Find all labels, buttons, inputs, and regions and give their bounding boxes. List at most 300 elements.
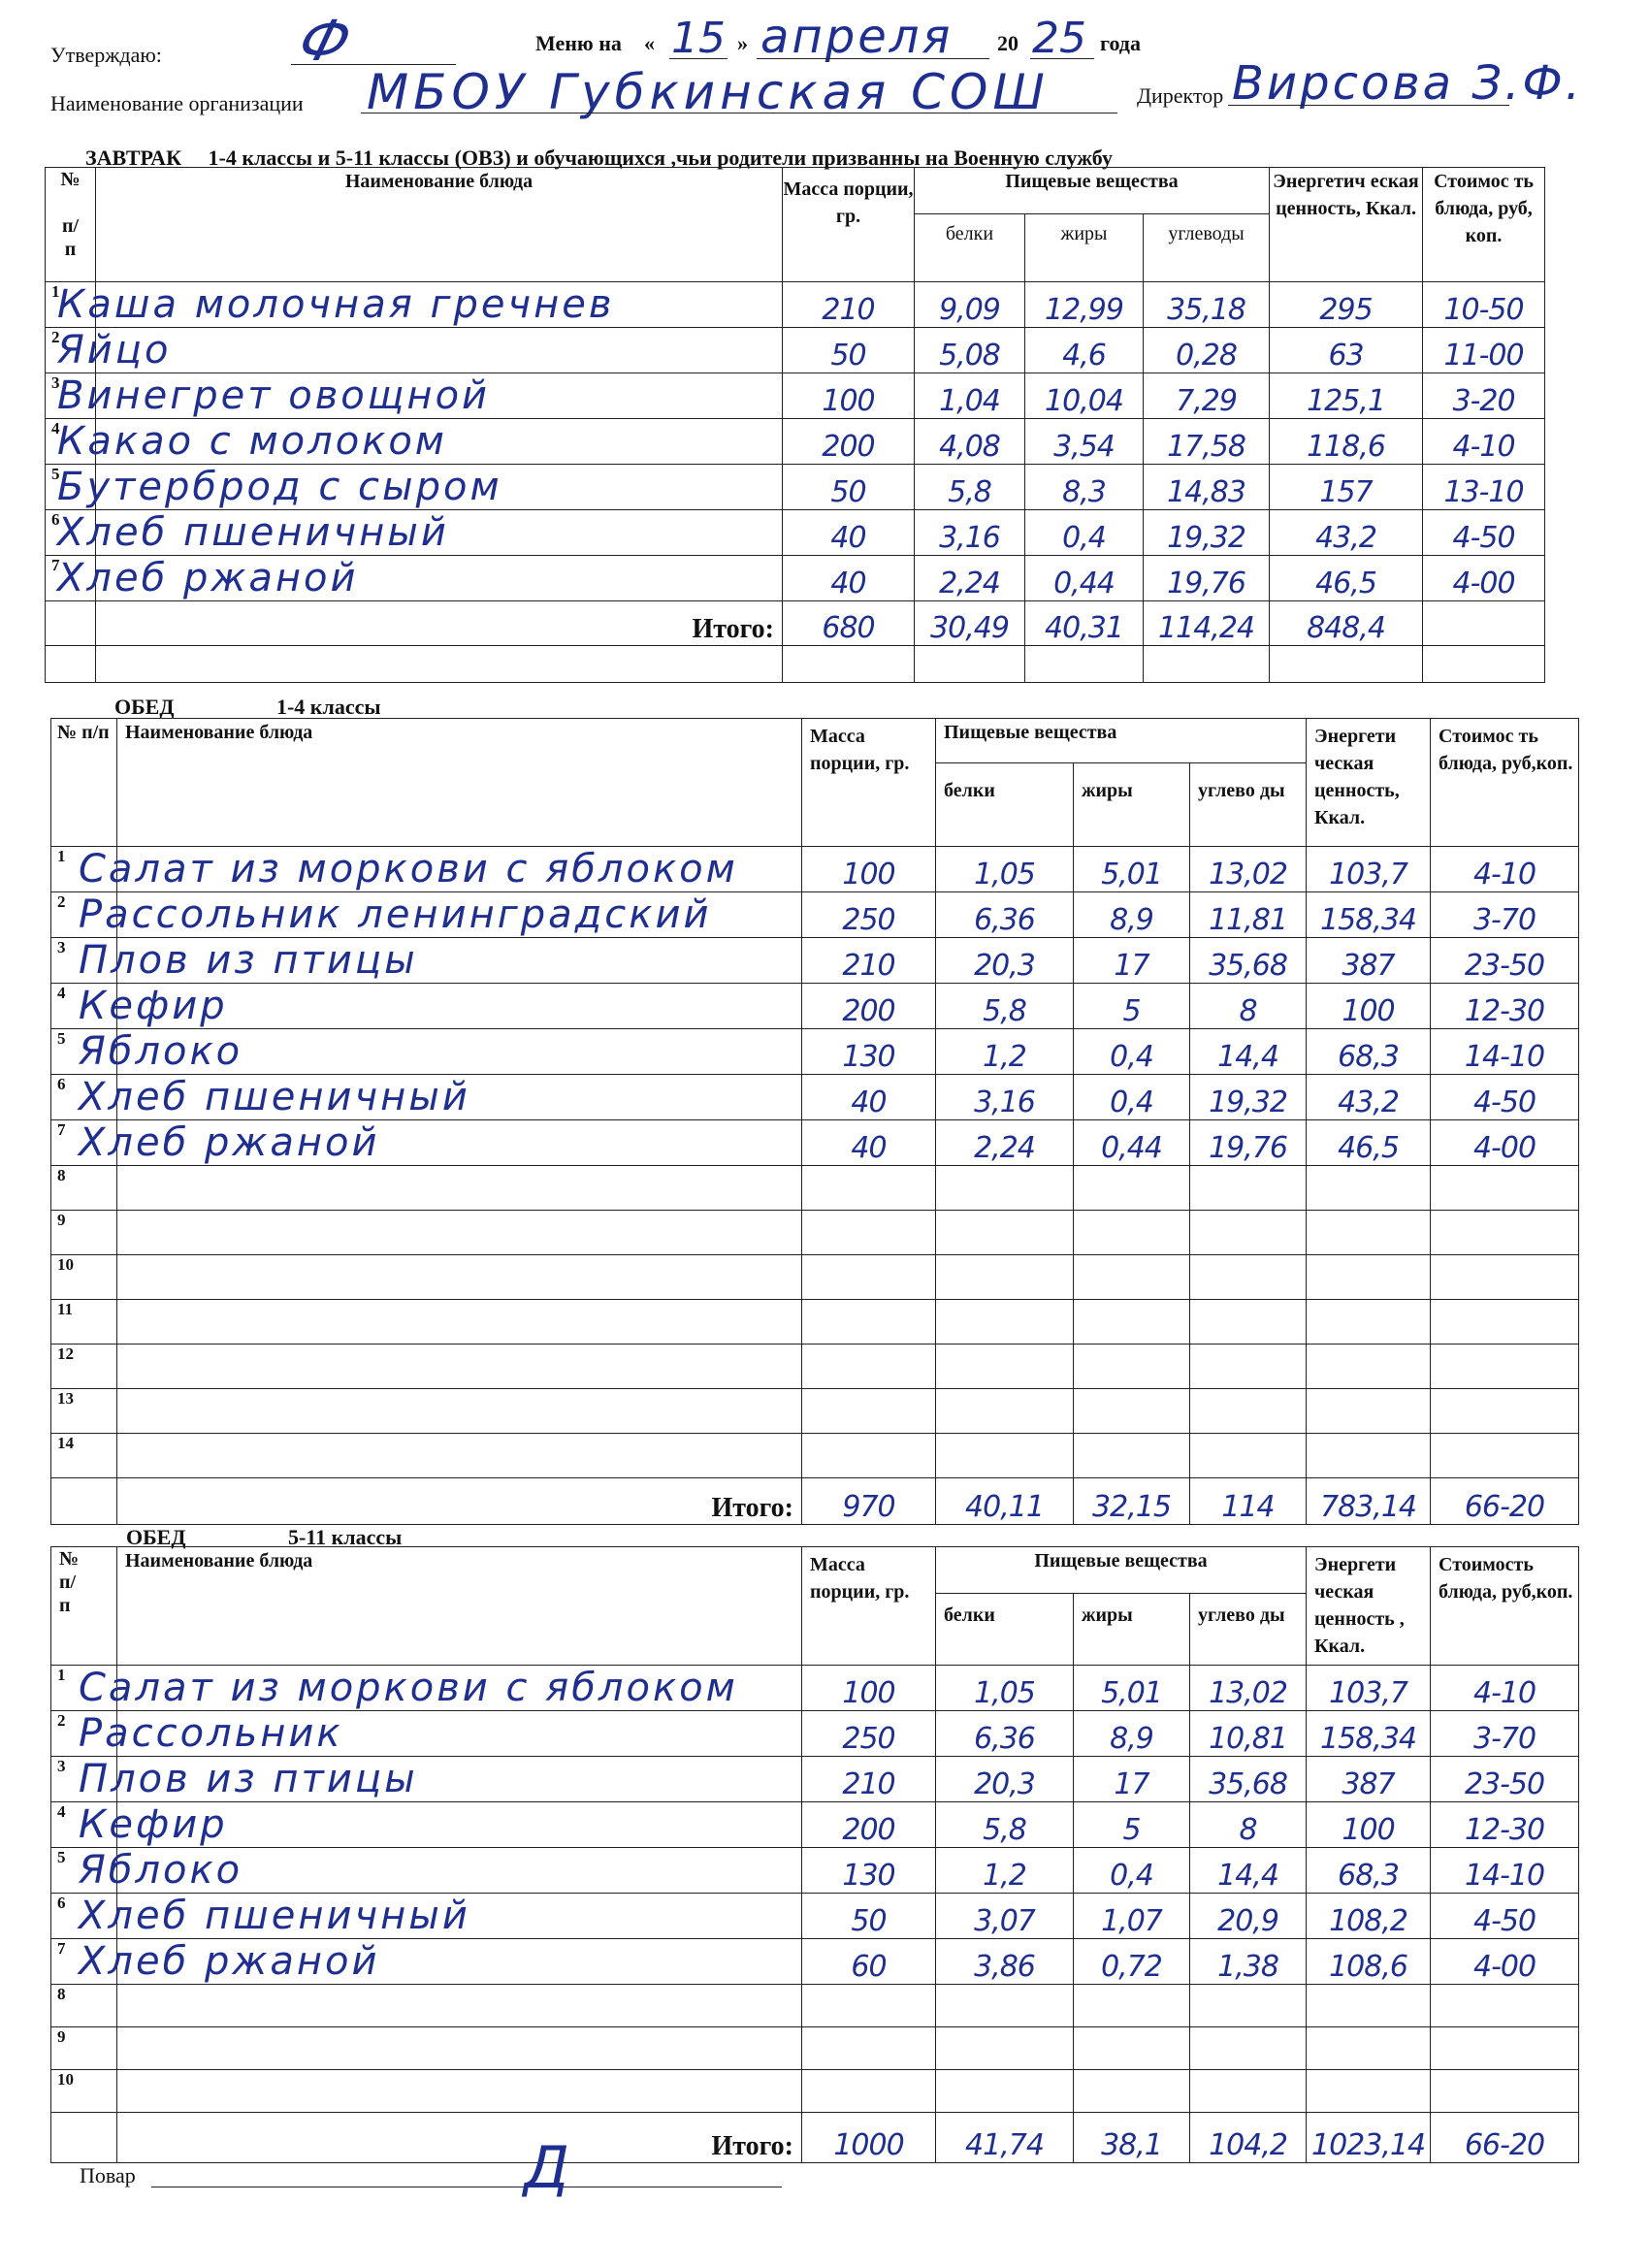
carbs-value: 17,58 xyxy=(1167,430,1245,464)
year-word: года xyxy=(1100,31,1141,55)
total-mass-cell xyxy=(783,601,915,646)
fat-value: 17 xyxy=(1114,949,1149,983)
dish-name-cell xyxy=(117,2027,802,2070)
carbs-cell xyxy=(1190,1985,1307,2027)
total-cost-value: 66-20 xyxy=(1464,2128,1545,2162)
table-row xyxy=(51,1029,1579,1075)
energy-value: 108,2 xyxy=(1329,1904,1407,1938)
total-fat-cell xyxy=(1025,601,1144,646)
fat-cell xyxy=(1025,510,1144,556)
total-label: Итого: xyxy=(117,1478,802,1525)
dish-name: Хлеб ржаной xyxy=(57,556,359,600)
table-row xyxy=(46,328,1545,373)
fat-value: 8,3 xyxy=(1062,475,1106,509)
row-number: 13 xyxy=(51,1389,117,1434)
dish-name-cell xyxy=(79,1894,802,1939)
mass-value: 50 xyxy=(851,1904,887,1938)
col-cost: Стоимость блюда, руб,коп. xyxy=(1431,1547,1579,1666)
protein-value: 20,3 xyxy=(974,1767,1035,1801)
protein-cell xyxy=(936,1120,1074,1166)
table-row xyxy=(51,1985,1579,2027)
carbs-cell xyxy=(1144,465,1270,510)
fat-value: 3,54 xyxy=(1053,430,1115,464)
protein-cell xyxy=(936,1894,1074,1939)
table-row xyxy=(51,1120,1579,1166)
carbs-value: 19,32 xyxy=(1167,521,1245,555)
dish-name-cell xyxy=(117,2070,802,2113)
fat-cell xyxy=(1074,1802,1190,1848)
total-num-cell xyxy=(46,601,96,646)
total-cost-cell xyxy=(1431,2113,1579,2163)
energy-cell xyxy=(1307,1075,1431,1120)
col-fat: жиры xyxy=(1074,763,1190,847)
col-name: Наименование блюда xyxy=(117,1547,802,1666)
cost-value: 4-50 xyxy=(1472,1085,1536,1119)
protein-value: 20,3 xyxy=(974,949,1035,983)
carbs-cell xyxy=(1190,1300,1307,1345)
fat-value: 17 xyxy=(1114,1767,1149,1801)
table-row xyxy=(51,2070,1579,2113)
protein-cell xyxy=(936,1029,1074,1075)
dish-name-cell xyxy=(79,1120,802,1166)
mass-cell xyxy=(802,1848,936,1894)
mass-value: 50 xyxy=(830,339,866,373)
energy-value: 125,1 xyxy=(1307,384,1385,418)
col-protein: белки xyxy=(936,763,1074,847)
col-protein: белки xyxy=(915,214,1025,282)
fat-cell xyxy=(1074,1255,1190,1300)
fat-value: 4,6 xyxy=(1062,339,1106,373)
protein-value: 5,8 xyxy=(983,994,1026,1028)
mass-cell xyxy=(802,1711,936,1757)
total-energy-cell xyxy=(1307,1478,1431,1525)
fat-cell xyxy=(1074,1389,1190,1434)
protein-value: 3,07 xyxy=(974,1904,1035,1938)
carbs-cell xyxy=(1144,510,1270,556)
row-number: 10 xyxy=(51,1255,117,1300)
table-row xyxy=(51,1300,1579,1345)
energy-cell xyxy=(1307,1120,1431,1166)
col-protein: белки xyxy=(936,1594,1074,1666)
energy-cell xyxy=(1307,2070,1431,2113)
cook-signature: Д xyxy=(524,2134,569,2202)
fat-cell xyxy=(1025,419,1144,465)
total-protein-cell xyxy=(936,1478,1074,1525)
energy-cell xyxy=(1270,373,1423,419)
col-fat: жиры xyxy=(1025,214,1144,282)
empty-cell xyxy=(915,646,1025,683)
carbs-value: 13,02 xyxy=(1209,858,1287,891)
fat-cell xyxy=(1074,938,1190,984)
energy-value: 103,7 xyxy=(1329,858,1407,891)
dish-name: Каша молочная гречнев xyxy=(57,282,615,327)
protein-cell xyxy=(936,1939,1074,1985)
mass-cell xyxy=(802,2027,936,2070)
fat-value: 8,9 xyxy=(1110,1722,1153,1756)
col-energy: Энергетич еская ценность, Ккал. xyxy=(1270,168,1423,282)
dish-name-cell xyxy=(117,1211,802,1255)
carbs-cell xyxy=(1190,1666,1307,1711)
protein-cell xyxy=(936,847,1074,892)
row-number: 3 xyxy=(46,373,96,419)
mass-value: 100 xyxy=(822,384,875,418)
carbs-cell xyxy=(1190,1211,1307,1255)
approve-signature: Ф xyxy=(291,8,359,74)
energy-cell xyxy=(1270,282,1423,328)
energy-value: 46,5 xyxy=(1338,1131,1399,1165)
fat-cell xyxy=(1074,2027,1190,2070)
carbs-value: 8 xyxy=(1239,1813,1257,1847)
fat-cell xyxy=(1074,1434,1190,1478)
cost-cell xyxy=(1431,1300,1579,1345)
fat-cell xyxy=(1025,465,1144,510)
row-number: 7 xyxy=(51,1120,117,1166)
table-row xyxy=(51,1711,1579,1757)
total-carbs-cell xyxy=(1190,2113,1307,2163)
menu-month-line xyxy=(757,58,989,59)
protein-cell xyxy=(936,2027,1074,2070)
menu-day: 15 xyxy=(671,14,726,63)
mass-cell xyxy=(802,1985,936,2027)
cost-value: 11-00 xyxy=(1443,339,1524,373)
fat-cell xyxy=(1074,1075,1190,1120)
mass-cell xyxy=(802,1802,936,1848)
fat-cell xyxy=(1074,1939,1190,1985)
energy-value: 387 xyxy=(1342,949,1395,983)
cost-value: 14-10 xyxy=(1464,1859,1545,1893)
energy-value: 68,3 xyxy=(1338,1859,1399,1893)
col-mass: Масса порции, гр. xyxy=(802,719,936,847)
dish-name: Салат из моркови с яблоком xyxy=(79,1666,738,1710)
mass-cell xyxy=(783,373,915,419)
carbs-cell xyxy=(1190,1029,1307,1075)
fat-cell xyxy=(1074,1711,1190,1757)
col-nutrients: Пищевые вещества xyxy=(936,1547,1307,1594)
total-mass-value: 970 xyxy=(842,1490,895,1524)
cost-cell xyxy=(1423,373,1545,419)
total-energy-value: 783,14 xyxy=(1320,1490,1416,1524)
cost-cell xyxy=(1431,1985,1579,2027)
table-row xyxy=(51,1255,1579,1300)
energy-cell xyxy=(1307,1300,1431,1345)
energy-cell xyxy=(1307,1029,1431,1075)
fat-cell xyxy=(1074,1211,1190,1255)
energy-cell xyxy=(1307,984,1431,1029)
dish-name-cell xyxy=(117,1345,802,1389)
dish-name-cell xyxy=(79,984,802,1029)
total-energy-value: 848,4 xyxy=(1307,611,1385,645)
total-cost-value: 66-20 xyxy=(1464,1490,1545,1524)
protein-value: 5,08 xyxy=(939,339,1000,373)
protein-value: 5,8 xyxy=(983,1813,1026,1847)
carbs-cell xyxy=(1190,2027,1307,2070)
row-number: 14 xyxy=(51,1434,117,1478)
total-energy-value: 1023,14 xyxy=(1311,2128,1426,2162)
energy-cell xyxy=(1270,328,1423,373)
protein-cell xyxy=(936,1300,1074,1345)
mass-value: 250 xyxy=(842,903,895,937)
mass-value: 100 xyxy=(842,858,895,891)
total-row xyxy=(46,601,1545,646)
table-row xyxy=(51,2027,1579,2070)
protein-cell xyxy=(936,1166,1074,1211)
carbs-cell xyxy=(1190,984,1307,1029)
total-carbs-cell xyxy=(1190,1478,1307,1525)
mass-value: 210 xyxy=(842,1767,895,1801)
cost-cell xyxy=(1431,1120,1579,1166)
row-number: 2 xyxy=(46,328,96,373)
cost-cell xyxy=(1423,556,1545,601)
protein-cell xyxy=(915,510,1025,556)
total-fat-value: 38,1 xyxy=(1101,2128,1162,2162)
protein-cell xyxy=(915,282,1025,328)
col-energy: Энергети ческая ценность , Ккал. xyxy=(1307,1547,1431,1666)
cost-cell xyxy=(1431,1939,1579,1985)
mass-cell xyxy=(802,1434,936,1478)
total-mass-value: 680 xyxy=(822,611,875,645)
fat-cell xyxy=(1074,984,1190,1029)
row-number: 6 xyxy=(51,1894,117,1939)
total-protein-value: 30,49 xyxy=(930,611,1009,645)
energy-cell xyxy=(1270,465,1423,510)
fat-cell xyxy=(1025,556,1144,601)
protein-value: 2,24 xyxy=(974,1131,1035,1165)
row-number: 7 xyxy=(51,1939,117,1985)
col-fat: жиры xyxy=(1074,1594,1190,1666)
cost-cell xyxy=(1431,1389,1579,1434)
mass-cell xyxy=(802,938,936,984)
cost-cell xyxy=(1431,1211,1579,1255)
table-row xyxy=(51,938,1579,984)
total-fat-value: 40,31 xyxy=(1045,611,1123,645)
empty-cell xyxy=(96,646,783,683)
total-num-cell xyxy=(51,1478,117,1525)
energy-value: 100 xyxy=(1342,1813,1395,1847)
row-number: 10 xyxy=(51,2070,117,2113)
mass-cell xyxy=(802,984,936,1029)
lunch2-subtitle: 5-11 классы xyxy=(287,1525,403,1549)
protein-cell xyxy=(936,1255,1074,1300)
col-cost: Стоимос ть блюда, руб, коп. xyxy=(1423,168,1545,282)
cost-cell xyxy=(1431,984,1579,1029)
empty-cell xyxy=(1025,646,1144,683)
row-number: 9 xyxy=(51,1211,117,1255)
total-protein-cell xyxy=(936,2113,1074,2163)
cost-cell xyxy=(1431,1166,1579,1211)
table-row xyxy=(51,1666,1579,1711)
fat-value: 12,99 xyxy=(1045,293,1123,327)
fat-value: 5,01 xyxy=(1101,1676,1162,1710)
mass-cell xyxy=(802,1075,936,1120)
cost-value: 3-20 xyxy=(1452,384,1515,418)
protein-value: 6,36 xyxy=(974,1722,1035,1756)
cost-cell xyxy=(1423,510,1545,556)
cost-cell xyxy=(1423,328,1545,373)
energy-value: 295 xyxy=(1319,293,1373,327)
cost-cell xyxy=(1431,1666,1579,1711)
carbs-value: 35,18 xyxy=(1167,293,1245,327)
mass-cell xyxy=(802,1120,936,1166)
org-value: МБОУ Губкинская СОШ xyxy=(367,64,1050,120)
fat-cell xyxy=(1074,892,1190,938)
protein-cell xyxy=(915,465,1025,510)
col-num: № п/ п xyxy=(51,1547,117,1666)
table-row xyxy=(51,847,1579,892)
row-number: 1 xyxy=(51,1666,117,1711)
director-line xyxy=(1228,105,1509,106)
cost-value: 3-70 xyxy=(1472,1722,1536,1756)
dish-name-cell xyxy=(117,1985,802,2027)
protein-cell xyxy=(936,1389,1074,1434)
fat-cell xyxy=(1025,373,1144,419)
cost-cell xyxy=(1431,1434,1579,1478)
carbs-cell xyxy=(1190,2070,1307,2113)
row-number: 8 xyxy=(51,1166,117,1211)
protein-value: 1,04 xyxy=(939,384,1000,418)
protein-cell xyxy=(936,1075,1074,1120)
carbs-cell xyxy=(1144,556,1270,601)
mass-cell xyxy=(802,1666,936,1711)
fat-value: 0,44 xyxy=(1053,567,1115,600)
carbs-value: 19,76 xyxy=(1209,1131,1287,1165)
carbs-value: 11,81 xyxy=(1209,903,1287,937)
table-row xyxy=(51,1757,1579,1802)
total-label: Итого: xyxy=(96,601,783,646)
carbs-cell xyxy=(1190,1848,1307,1894)
mass-cell xyxy=(802,1389,936,1434)
row-number: 2 xyxy=(51,892,117,938)
energy-value: 46,5 xyxy=(1315,567,1376,600)
fat-value: 0,44 xyxy=(1101,1131,1162,1165)
energy-cell xyxy=(1307,2027,1431,2070)
protein-cell xyxy=(936,1434,1074,1478)
cost-value: 3-70 xyxy=(1472,903,1536,937)
protein-value: 2,24 xyxy=(939,567,1000,600)
energy-value: 108,6 xyxy=(1329,1950,1407,1984)
empty-cell xyxy=(783,646,915,683)
menu-year-line xyxy=(1030,58,1094,59)
row-number: 2 xyxy=(51,1711,117,1757)
mass-value: 40 xyxy=(851,1131,887,1165)
protein-cell xyxy=(936,1711,1074,1757)
energy-cell xyxy=(1307,1757,1431,1802)
dish-name-cell xyxy=(79,1666,802,1711)
carbs-value: 35,68 xyxy=(1209,1767,1287,1801)
empty-cell xyxy=(1270,646,1423,683)
cost-cell xyxy=(1431,1075,1579,1120)
year-prefix: 20 xyxy=(997,31,1018,55)
dish-name-cell xyxy=(79,1802,802,1848)
mass-value: 130 xyxy=(842,1859,895,1893)
cost-value: 12-30 xyxy=(1464,994,1545,1028)
dish-name-cell xyxy=(57,328,783,373)
dish-name-cell xyxy=(79,892,802,938)
dish-name: Рассольник xyxy=(79,1711,343,1756)
fat-cell xyxy=(1074,1300,1190,1345)
protein-cell xyxy=(915,373,1025,419)
carbs-value: 13,02 xyxy=(1209,1676,1287,1710)
col-carbs: углево ды xyxy=(1190,1594,1307,1666)
total-carbs-value: 104,2 xyxy=(1209,2128,1287,2162)
row-number: 4 xyxy=(51,1802,117,1848)
cost-cell xyxy=(1423,282,1545,328)
fat-value: 0,4 xyxy=(1110,1085,1153,1119)
col-cost: Стоимос ть блюда, руб,коп. xyxy=(1431,719,1579,847)
protein-cell xyxy=(936,1666,1074,1711)
carbs-cell xyxy=(1144,282,1270,328)
empty-cell xyxy=(1144,646,1270,683)
lunch2-title-text: ОБЕД xyxy=(126,1525,186,1549)
fat-value: 5 xyxy=(1122,994,1141,1028)
row-number: 5 xyxy=(51,1029,117,1075)
breakfast-subtitle: 1-4 классы и 5-11 классы (ОВЗ) и обучающихся ,чьи родители призванны на Военную службу xyxy=(208,146,1113,170)
dish-name: Хлеб пшеничный xyxy=(57,510,449,555)
table-row xyxy=(46,510,1545,556)
fat-value: 10,04 xyxy=(1045,384,1123,418)
fat-cell xyxy=(1074,2070,1190,2113)
cost-value: 4-10 xyxy=(1452,430,1515,464)
carbs-value: 14,83 xyxy=(1167,475,1245,509)
total-fat-cell xyxy=(1074,2113,1190,2163)
empty-row xyxy=(46,646,1545,683)
cost-cell xyxy=(1431,892,1579,938)
row-number: 7 xyxy=(46,556,96,601)
mass-cell xyxy=(783,465,915,510)
cost-cell xyxy=(1431,1029,1579,1075)
cost-cell xyxy=(1431,2027,1579,2070)
row-number: 1 xyxy=(46,282,96,328)
dish-name-cell xyxy=(57,510,783,556)
table-row xyxy=(51,1345,1579,1389)
carbs-value: 14,4 xyxy=(1217,1859,1278,1893)
dish-name: Бутерброд с сыром xyxy=(57,465,502,509)
total-mass-cell xyxy=(802,2113,936,2163)
row-number: 5 xyxy=(51,1848,117,1894)
protein-cell xyxy=(936,1985,1074,2027)
table-row xyxy=(46,465,1545,510)
total-cost-cell xyxy=(1423,601,1545,646)
table-row xyxy=(51,1166,1579,1211)
protein-cell xyxy=(936,1345,1074,1389)
energy-cell xyxy=(1307,1939,1431,1985)
carbs-value: 8 xyxy=(1239,994,1257,1028)
dish-name-cell xyxy=(79,938,802,984)
mass-value: 40 xyxy=(851,1085,887,1119)
energy-value: 43,2 xyxy=(1315,521,1376,555)
energy-cell xyxy=(1307,1666,1431,1711)
fat-cell xyxy=(1025,328,1144,373)
dish-name-cell xyxy=(79,1757,802,1802)
col-energy: Энергети ческая ценность, Ккал. xyxy=(1307,719,1431,847)
fat-cell xyxy=(1074,847,1190,892)
col-carbs: углево ды xyxy=(1190,763,1307,847)
mass-value: 200 xyxy=(822,430,875,464)
table-row xyxy=(51,1802,1579,1848)
energy-cell xyxy=(1270,556,1423,601)
table-row xyxy=(51,984,1579,1029)
carbs-cell xyxy=(1190,1434,1307,1478)
table-row xyxy=(51,1894,1579,1939)
protein-cell xyxy=(915,328,1025,373)
carbs-cell xyxy=(1144,419,1270,465)
carbs-value: 0,28 xyxy=(1176,339,1237,373)
protein-cell xyxy=(936,1757,1074,1802)
row-number: 8 xyxy=(51,1985,117,2027)
total-carbs-value: 114 xyxy=(1221,1490,1275,1524)
energy-cell xyxy=(1307,892,1431,938)
dish-name: Кефир xyxy=(79,984,228,1028)
protein-cell xyxy=(936,892,1074,938)
